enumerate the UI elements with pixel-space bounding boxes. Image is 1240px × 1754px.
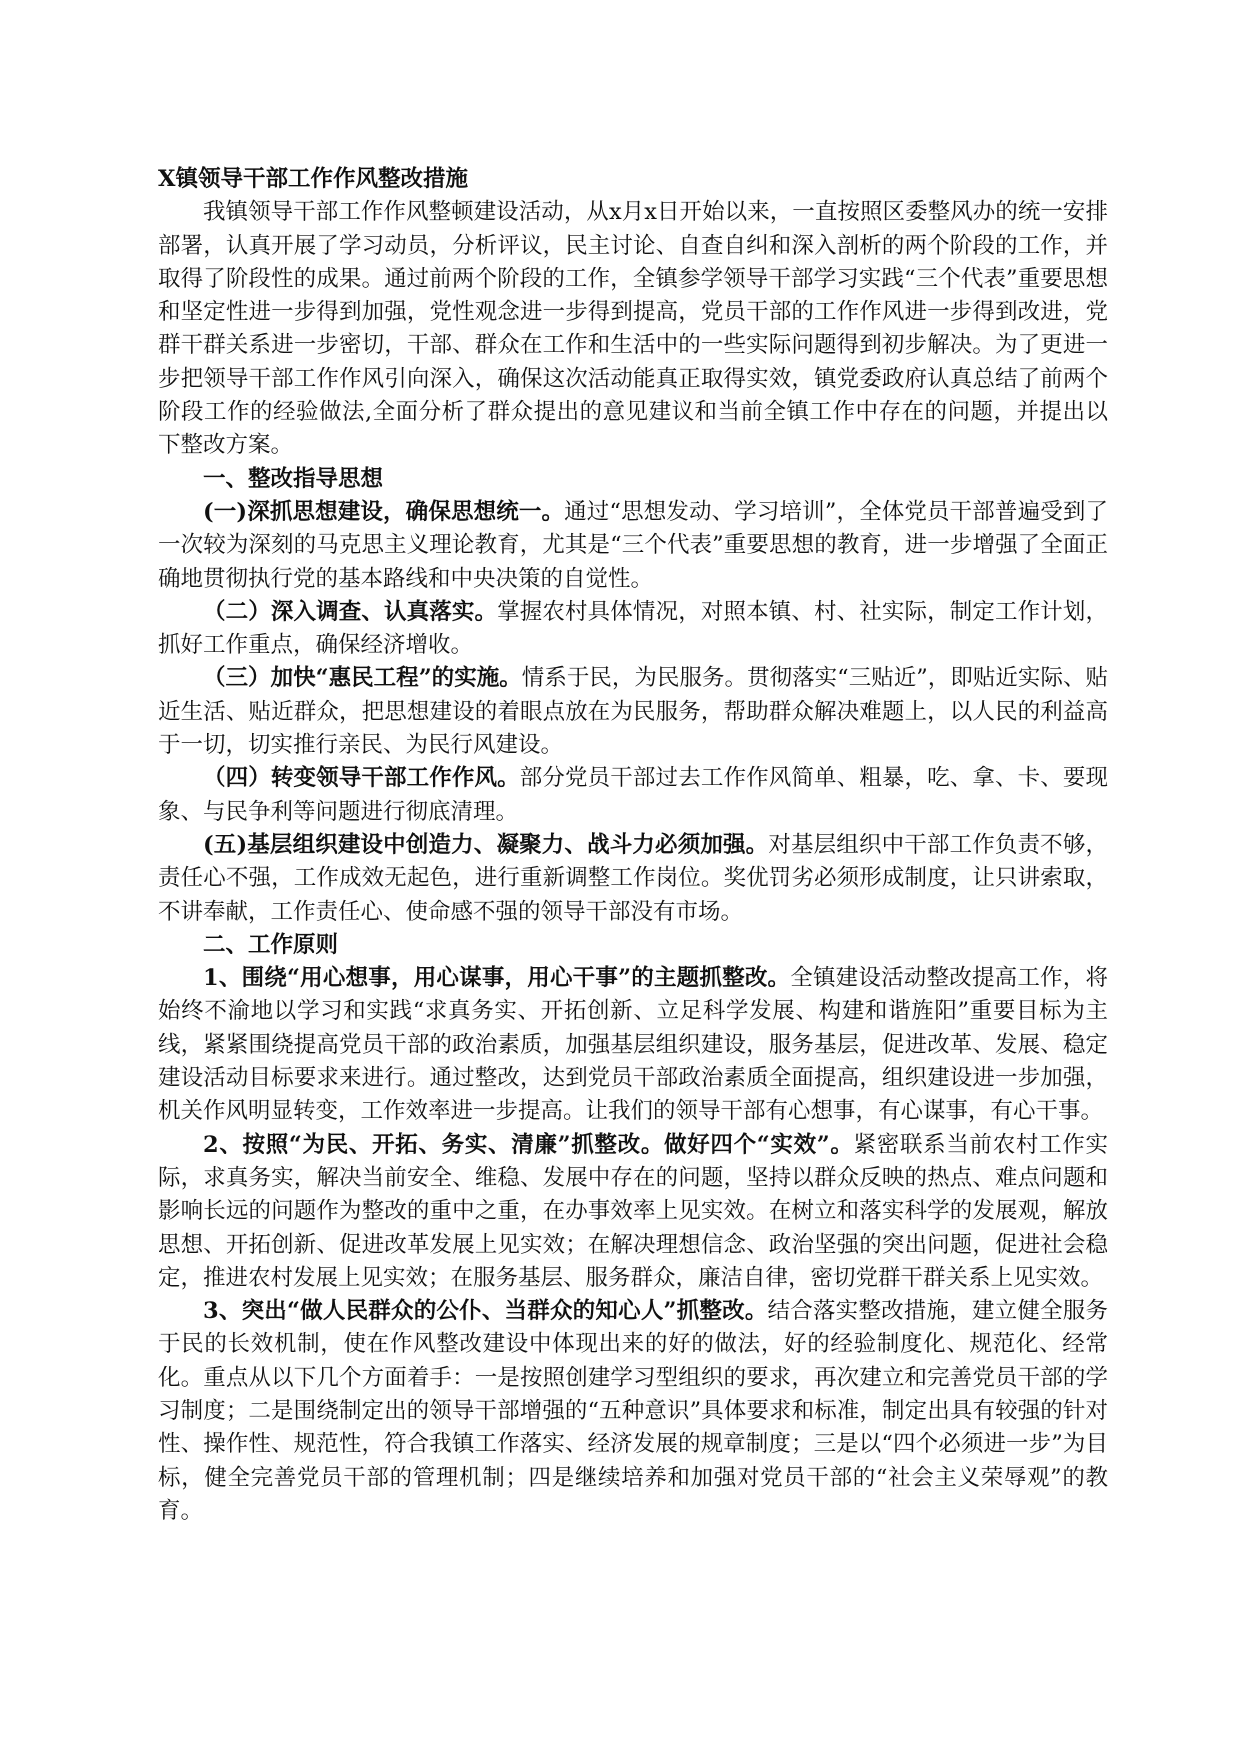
item-lead: 2、按照“为民、开拓、务实、清廉”抓整改。做好四个“实效”。 bbox=[203, 1131, 854, 1158]
item-text: 对基层组织中干部工作负责不够，责任心不强，工作成效无起色，进行重新调整工作岗位。奖优罚劣必须形成制度，让只讲索取，不讲奉献，工作责任心、使命感不强的领导干部没有市场。 bbox=[158, 831, 1108, 925]
item-lead: (一)深抓思想建设，确保思想统一。 bbox=[203, 498, 565, 525]
section-1-item-3 bbox=[158, 662, 1108, 762]
section-1-item-2 bbox=[158, 596, 1108, 663]
section-1-item-5 bbox=[158, 829, 1108, 929]
section-2-heading: 二、工作原则 bbox=[203, 931, 339, 958]
section-2-item-3 bbox=[158, 1295, 1108, 1528]
item-text: 全镇建设活动整改提高工作，将始终不渝地以学习和实践“求真务实、开拓创新、立足科学发展、构建和谐旌阳”重要目标为主线，紧紧围绕提高党员干部的政治素质，加强基层组织建设，服务基层，促进改革、发展、稳定建设活动目标要求来进行。通过整改，达到党员干部政治素质全面提高，组织建设进一步加强，机关作风明显转变，工作效率进一步提高。让我们的领导干部有心想事，有心谋事，有心干事。 bbox=[158, 965, 1108, 1125]
item-lead: (五)基层组织建设中创造力、凝聚力、战斗力必须加强。 bbox=[203, 831, 769, 858]
section-1-heading: 一、整改指导思想 bbox=[203, 465, 384, 492]
item-text: 情系于民，为民服务。贯彻落实“三贴近”，即贴近实际、贴近生活、贴近群众，把思想建设的着眼点放在为民服务，帮助群众解决难题上，以人民的利益高于一切，切实推行亲民、为民行风建设。 bbox=[158, 665, 1108, 759]
section-2-item-1 bbox=[158, 962, 1108, 1128]
item-text: 掌握农村具体情况，对照本镇、村、社实际，制定工作计划，抓好工作重点，确保经济增收。 bbox=[158, 598, 1108, 659]
item-lead: （三）加快“惠民工程”的实施。 bbox=[203, 665, 522, 692]
section-1-item-1 bbox=[158, 496, 1108, 596]
document-page bbox=[158, 163, 1108, 1528]
section-1-item-4 bbox=[158, 762, 1108, 829]
item-text: 部分党员干部过去工作作风简单、粗暴，吃、拿、卡、要现象、与民争利等问题进行彻底清理。 bbox=[158, 765, 1108, 825]
section-2-item-2 bbox=[158, 1129, 1108, 1295]
item-lead: （四）转变领导干部工作作风。 bbox=[203, 765, 520, 792]
item-lead: 3、突出“做人民群众的公仆、当群众的知心人”抓整改。 bbox=[203, 1298, 768, 1325]
item-lead: （二）深入调查、认真落实。 bbox=[203, 598, 498, 625]
document-title: X镇领导干部工作作风整改措施 bbox=[158, 166, 468, 192]
item-lead: 1、围绕“用心想事，用心谋事，用心干事”的主题抓整改。 bbox=[203, 965, 791, 992]
item-text: 紧密联系当前农村工作实际，求真务实，解决当前安全、维稳、发展中存在的问题，坚持以群众反映的热点、难点问题和影响长远的问题作为整改的重中之重，在办事效率上见实效。在树立和落实科学的发展观，解放思想、开拓创新、促进改革发展上见实效；在解决理想信念、政治坚强的突出问题，促进社会稳定，推进农村发展上见实效；在服务基层、服务群众，廉洁自律，密切党群干群关系上见实效。 bbox=[158, 1131, 1108, 1291]
item-text: 通过“思想发动、学习培训”，全体党员干部普遍受到了一次较为深刻的马克思主义理论教育，尤其是“三个代表”重要思想的教育，进一步增强了全面正确地贯彻执行党的基本路线和中央决策的自觉性。 bbox=[158, 498, 1108, 592]
intro-paragraph: 我镇领导干部工作作风整顿建设活动，从x月x日开始以来，一直按照区委整风办的统一安排部署，认真开展了学习动员，分析评议，民主讨论、自查自纠和深入剖析的两个阶段的工作，并取得了阶段性的成果。通过前两个阶段的工作，全镇参学领导干部学习实践“三个代表”重要思想和坚定性进一步得到加强，党性观念进一步得到提高，党员干部的工作作风进一步得到改进，党群干群关系进一步密切，干部、群众在工作和生活中的一些实际问题得到初步解决。为了更进一步把领导干部工作作风引向深入，确保这次活动能真正取得实效，镇党委政府认真总结了前两个阶段工作的经验做法,全面分析了群众提出的意见建议和当前全镇工作中存在的问题，并提出以下整改方案。 bbox=[158, 199, 1108, 459]
item-text: 结合落实整改措施，建立健全服务于民的长效机制，使在作风整改建设中体现出来的好的做法，好的经验制度化、规范化、经常化。重点从以下几个方面着手：一是按照创建学习型组织的要求，再次建立和完善党员干部的学习制度；二是围绕制定出的领导干部增强的“五种意识”具体要求和标准，制定出具有较强的针对性、操作性、规范性，符合我镇工作落实、经济发展的规章制度；三是以“四个必须进一步”为目标，健全完善党员干部的管理机制；四是继续培养和加强对党员干部的“社会主义荣辱观”的教育。 bbox=[158, 1298, 1108, 1524]
